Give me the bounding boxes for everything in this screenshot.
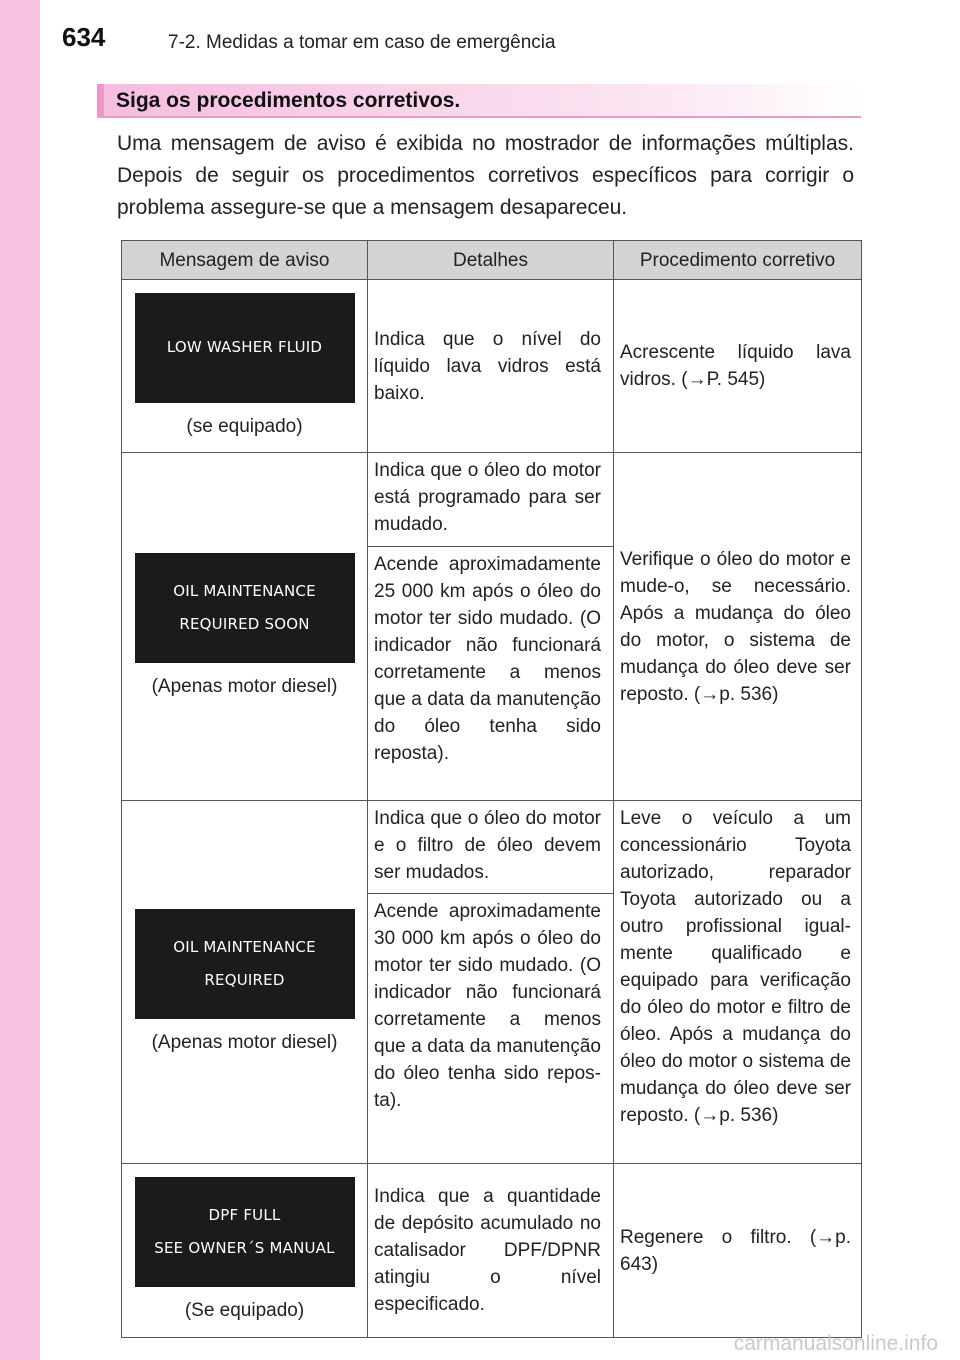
- side-color-strip: [0, 0, 40, 1360]
- table-row: [122, 280, 862, 453]
- equipment-caption: (Apenas motor diesel): [151, 1031, 338, 1053]
- details-cell: Acende aproximadamente 30 000 km após o óleo do motor ter sido mudado. (O indicador não funcionará corretamente a menos que a data da manutenção do óleo tenha sido reposta).: [368, 894, 614, 1164]
- details-cell: Indica que o óleo do motor e o filtro de óleo devem ser mudados.: [368, 801, 614, 894]
- procedure-cell: Verifique o óleo do motor e mude-o, se necessário. Após a mudança do óleo do motor, o sistema de mudança do óleo deve ser reposto. (→p. 536): [614, 453, 862, 801]
- warning-message-cell: [122, 801, 368, 1164]
- equipment-caption: (Apenas motor diesel): [151, 676, 338, 697]
- message-display-oil-maintenance-required-soon: [135, 553, 355, 663]
- details-cell: Acende aproximadamente 25 000 km após o óleo do motor ter sido mudado. (O indicador não funcionará corretamente a menos que a data da manutenção do óleo tenha sido reposta).: [368, 547, 614, 801]
- details-cell: Indica que o nível do líquido lava vidros está baixo.: [368, 280, 614, 453]
- display-line: OIL MAINTENANCE: [173, 582, 316, 600]
- equipment-caption: (Se equipado): [184, 1300, 305, 1321]
- details-cell: Indica que o óleo do motor está programado para ser mudado.: [368, 453, 614, 547]
- header-warning-message: Mensagem de aviso: [122, 241, 368, 280]
- section-banner: [97, 84, 861, 118]
- message-display-low-washer-fluid: [135, 293, 355, 403]
- warning-message-cell: [122, 1164, 368, 1338]
- table-row: [122, 453, 862, 547]
- warning-message-cell: [122, 280, 368, 453]
- procedure-cell: Regenere o filtro. (→p. 643): [614, 1164, 862, 1338]
- table-row: [122, 1164, 862, 1338]
- warning-messages-table: [121, 240, 862, 1338]
- warning-message-cell: [122, 453, 368, 801]
- display-line: SEE OWNER´S MANUAL: [154, 1239, 335, 1257]
- equipment-caption: (se equipado): [186, 415, 303, 437]
- header-details: Detalhes: [368, 241, 614, 280]
- display-line: LOW WASHER FLUID: [166, 338, 323, 356]
- page-number: 634: [62, 22, 106, 52]
- details-cell: Indica que a quantidade de depósito acumulado no catalisador DPF/DPNR atingiu o nível especificado.: [368, 1164, 614, 1338]
- banner-title: Siga os procedimentos corretivos.: [116, 89, 461, 112]
- display-line: REQUIRED: [204, 970, 285, 989]
- procedure-cell: Leve o veículo a um concessionário Toyota autorizado, reparador Toyota autorizado ou a outro profissional igualmente qualificado e equipado para verificação do óleo do motor e filtro de óleo. Após a mudança do óleo do motor o sistema de mudança do óleo deve ser reposto. (→p. 536): [614, 801, 862, 1164]
- intro-paragraph: Uma mensagem de aviso é exibida no mostrador de informações múltiplas. Depois de seguir os procedimentos corretivos específicos para corrigir o problema assegure-se que a mensagem desapareceu.: [117, 132, 854, 219]
- header-corrective-procedure: Procedimento corretivo: [614, 241, 862, 280]
- table-row: [122, 801, 862, 894]
- section-title: 7-2. Medidas a tomar em caso de emergência: [168, 32, 556, 53]
- display-line: DPF FULL: [208, 1206, 281, 1224]
- table-header-row: [122, 241, 862, 280]
- display-line: OIL MAINTENANCE: [173, 937, 316, 956]
- message-display-oil-maintenance-required: [135, 909, 355, 1019]
- procedure-cell: Acrescente líquido lava vidros. (→P. 545): [614, 280, 862, 453]
- message-display-dpf-full: [135, 1177, 355, 1287]
- display-line: REQUIRED SOON: [179, 615, 310, 633]
- watermark: carmanualsonline.info: [733, 1332, 938, 1355]
